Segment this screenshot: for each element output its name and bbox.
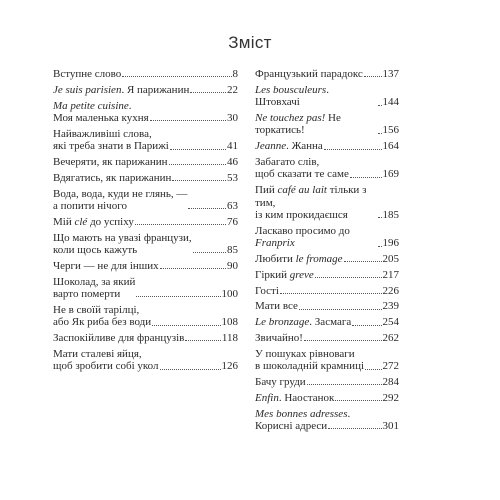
toc-entry-title-part: У пошуках рівноваги в шоколадній крамниці xyxy=(255,347,365,373)
toc-entry-title xyxy=(53,172,171,184)
toc-entry-title xyxy=(53,304,151,329)
toc-entry-title-part: le fromage xyxy=(295,253,343,266)
dot-leader xyxy=(364,76,382,77)
toc-entry[interactable] xyxy=(255,332,399,344)
dot-leader xyxy=(352,325,381,326)
toc-entry[interactable] xyxy=(255,348,399,373)
toc-entry-title-part: . Засмага xyxy=(309,316,352,329)
toc-entry-page-number: 185 xyxy=(382,209,399,222)
toc-entry-page-number: 76 xyxy=(227,215,238,228)
toc-entry-page-number: 272 xyxy=(382,360,399,373)
toc-entry-page-number: 239 xyxy=(382,300,399,313)
dot-leader xyxy=(280,293,382,294)
toc-entry[interactable] xyxy=(53,112,238,124)
toc-entry-page-number: 22 xyxy=(227,83,238,96)
toc-entry-title xyxy=(255,140,323,152)
toc-entry-page-number: 301 xyxy=(382,420,399,432)
dot-leader xyxy=(315,277,382,278)
toc-entry-title xyxy=(53,216,134,228)
toc-entry-title xyxy=(255,253,343,265)
toc-entry-page-number: 156 xyxy=(382,124,399,137)
toc-entry-title-part: до успіху xyxy=(87,215,134,228)
toc-entry[interactable] xyxy=(53,128,238,153)
toc-entry-page-number: 196 xyxy=(382,237,399,250)
dot-leader xyxy=(350,177,382,178)
toc-entry-title-part: Шоколад, за який варто померти xyxy=(53,275,136,300)
toc-entry-title-part: Вступне слово xyxy=(53,68,122,80)
toc-entry[interactable] xyxy=(255,112,399,137)
toc-entry-title xyxy=(255,269,314,281)
toc-entry[interactable] xyxy=(255,392,399,404)
toc-entry-title xyxy=(53,276,135,301)
toc-entry-title-part: Franprix xyxy=(255,237,295,250)
toc-entry[interactable] xyxy=(53,276,238,301)
toc-entry-title-part: тільки з тим, із ким прокидаєшся xyxy=(255,184,367,222)
dot-leader xyxy=(328,428,381,429)
toc-entry-title-part: Любити xyxy=(255,253,296,266)
toc-entry-title-part: Пий xyxy=(255,184,278,197)
toc-entry-page-number: 137 xyxy=(382,68,399,80)
toc-entry-page-number: 292 xyxy=(382,391,399,404)
toc-entry-title xyxy=(255,376,306,388)
toc-entry-page-number: 254 xyxy=(382,316,399,329)
toc-entry-title-part: Вдягатись, як парижанин xyxy=(53,171,172,184)
dot-leader xyxy=(188,208,226,209)
dot-leader xyxy=(344,261,382,262)
toc-entry-title xyxy=(255,68,363,80)
toc-entry-title xyxy=(53,260,159,272)
toc-entry-title-part: . Жанна xyxy=(286,140,323,153)
toc-entry[interactable] xyxy=(255,140,399,152)
toc-entry-title-part: Найважливіші слова, які треба знати в Парижі xyxy=(53,127,169,153)
toc-entry-title xyxy=(255,285,279,297)
toc-entry-title xyxy=(255,348,364,373)
toc-entry-title-part: Корисні адреси xyxy=(255,420,328,432)
toc-entry-title-part: Бачу груди xyxy=(255,376,306,388)
toc-entry[interactable] xyxy=(255,225,399,250)
toc-entry-title xyxy=(53,112,149,124)
toc-entry-title-part: Не в своїй тарілці, або Як риба без води xyxy=(53,303,152,329)
toc-entry-title xyxy=(255,156,349,181)
toc-entry[interactable] xyxy=(53,348,238,373)
toc-entry-title xyxy=(255,420,327,432)
toc-entry-title-part: Черги — не для інших xyxy=(53,259,159,272)
dot-leader xyxy=(136,296,220,297)
dot-leader xyxy=(122,76,231,77)
dot-leader xyxy=(160,369,221,370)
toc-entry-title xyxy=(53,128,169,153)
dot-leader xyxy=(169,164,226,165)
toc-entry[interactable] xyxy=(53,156,238,168)
toc-entry-title-part: Мати сталеві яйця, щоб зробити собі укол xyxy=(53,347,159,373)
toc-entry-title-part: Гості xyxy=(255,284,279,297)
dot-leader xyxy=(185,340,221,341)
toc-entry-title-part: Гіркий xyxy=(255,268,290,281)
toc-entry-page-number: 100 xyxy=(221,288,238,300)
toc-entry[interactable] xyxy=(255,376,399,388)
dot-leader xyxy=(378,105,382,106)
toc-entry[interactable] xyxy=(53,172,238,184)
toc-entry-title xyxy=(255,112,377,137)
toc-entry-title-part: Звичайно! xyxy=(255,332,303,344)
toc-entry[interactable] xyxy=(255,300,399,312)
toc-entry-title-part: clé xyxy=(74,215,88,228)
toc-entry-page-number: 90 xyxy=(227,259,238,272)
toc-entry-subtitle xyxy=(53,100,238,112)
toc-entry-title xyxy=(53,84,189,96)
toc-entry-title xyxy=(53,156,168,168)
toc-entry-title xyxy=(53,332,184,344)
toc-entry-subtitle-punct: . xyxy=(347,407,351,420)
toc-entry-title xyxy=(53,188,187,213)
toc-entry[interactable] xyxy=(255,184,399,221)
toc-entry-page-number: 41 xyxy=(227,140,238,153)
toc-entry-page-number: 262 xyxy=(382,332,399,344)
toc-entry[interactable] xyxy=(53,188,238,213)
toc-entry[interactable] xyxy=(53,84,238,96)
toc-entry[interactable] xyxy=(255,316,399,328)
dot-leader xyxy=(150,120,226,121)
toc-entry-page-number: 53 xyxy=(227,171,238,184)
toc-entry-title xyxy=(53,68,121,80)
dot-leader xyxy=(190,92,226,93)
dot-leader xyxy=(324,149,382,150)
toc-entry-subtitle-punct: . xyxy=(128,99,132,112)
toc-entry-title-part: Що мають на увазі французи, коли щось кажуть xyxy=(53,231,192,256)
toc-entry-title-part: Jeanne xyxy=(255,140,287,153)
toc-entry[interactable] xyxy=(255,156,399,181)
toc-entry[interactable] xyxy=(255,253,399,265)
toc-entry-title-part: Ласкаво просимо до xyxy=(255,224,350,237)
toc-entry-title-part: Ne touchez pas! xyxy=(255,112,326,124)
toc-entry-subtitle xyxy=(255,408,399,420)
toc-entry-title-part: Заспокійливе для французів xyxy=(53,332,185,344)
toc-entry-title xyxy=(255,332,303,344)
toc-entry-page-number: 118 xyxy=(221,332,238,344)
toc-entry-page-number: 63 xyxy=(227,200,238,212)
toc-entry-page-number: 108 xyxy=(221,316,238,329)
toc-entry-subtitle-text: Ma petite cuisine xyxy=(53,99,129,112)
toc-entry[interactable] xyxy=(255,68,399,80)
toc-entry-title-part: Enfin xyxy=(255,391,279,404)
toc-entry[interactable] xyxy=(255,285,399,297)
toc-entry-title xyxy=(255,184,377,221)
toc-entry-page-number: 226 xyxy=(382,284,399,297)
toc-entry[interactable] xyxy=(53,232,238,257)
toc-entry-page-number: 46 xyxy=(227,156,238,168)
toc-entry-title-part: café au lait xyxy=(277,184,327,197)
dot-leader xyxy=(170,149,226,150)
toc-entry-page-number: 205 xyxy=(382,253,399,266)
dot-leader xyxy=(152,325,220,326)
toc-column-left xyxy=(53,68,238,376)
toc-entry-title-part: Мати все xyxy=(255,300,298,313)
toc-entry-title-part: Французький парадокс xyxy=(255,68,363,80)
toc-entry-page-number: 8 xyxy=(232,68,238,80)
toc-entry[interactable] xyxy=(53,304,238,329)
toc-entry[interactable] xyxy=(53,332,238,344)
page-title: Зміст xyxy=(228,33,272,52)
toc-entry-page-number: 164 xyxy=(382,140,399,153)
toc-entry-title xyxy=(255,316,351,328)
toc-entry[interactable] xyxy=(255,84,399,109)
dot-leader xyxy=(299,309,382,310)
toc-entry-title-part: Вечеряти, як парижанин xyxy=(53,156,168,168)
toc-entry-title xyxy=(255,300,298,312)
toc-entry[interactable] xyxy=(53,68,238,80)
dot-leader xyxy=(304,340,382,341)
toc-entry-title xyxy=(255,225,377,250)
toc-entry-title-part: greve xyxy=(289,268,314,281)
toc-entry-page-number: 217 xyxy=(382,268,399,281)
toc-entry-title-part: . Штовхачі xyxy=(255,83,329,109)
toc-entry-title xyxy=(53,232,192,257)
toc-entry-title xyxy=(53,348,159,373)
dot-leader xyxy=(378,217,382,218)
toc-entry-page-number: 284 xyxy=(382,376,399,388)
toc-entry-title-part: Les bousculeurs xyxy=(255,83,327,96)
dot-leader xyxy=(335,400,381,401)
toc-entry-title-part: Le bronzage xyxy=(255,316,310,329)
dot-leader xyxy=(365,369,381,370)
toc-entry-page-number: 126 xyxy=(221,360,238,373)
toc-column-right xyxy=(255,68,399,436)
toc-entry-subtitle-text: Mes bonnes adresses xyxy=(255,407,348,420)
dot-leader xyxy=(378,246,382,247)
toc-entry-page-number: 30 xyxy=(227,112,238,124)
toc-entry-title xyxy=(255,392,334,404)
toc-entry[interactable] xyxy=(53,216,238,228)
toc-entry-title-part: Не торкатись! xyxy=(255,112,341,137)
dot-leader xyxy=(135,224,226,225)
toc-entry-page-number: 144 xyxy=(382,96,399,109)
toc-entry-title xyxy=(255,84,377,109)
toc-entry-title-part: Забагато слів, щоб сказати те саме xyxy=(255,156,349,181)
toc-entry[interactable] xyxy=(255,269,399,281)
toc-entry-page-number: 169 xyxy=(382,168,399,181)
toc-entry-title-part: . Наостанок xyxy=(278,391,335,404)
toc-entry-title-part: Моя маленька кухня xyxy=(53,112,149,124)
toc-entry-page-number: 85 xyxy=(227,244,238,256)
dot-leader xyxy=(378,133,382,134)
toc-entry-title-part: Вода, вода, куди не глянь, — а попити нічого xyxy=(53,187,188,212)
dot-leader xyxy=(307,384,382,385)
toc-entry[interactable] xyxy=(53,260,238,272)
dot-leader xyxy=(193,252,226,253)
toc-entry-title-part: . Я парижанин xyxy=(121,83,190,96)
toc-entry-title-part: Мій xyxy=(53,215,75,228)
dot-leader xyxy=(160,268,226,269)
dot-leader xyxy=(172,180,226,181)
toc-entry-title-part: Je suis parisien xyxy=(53,83,122,96)
toc-entry[interactable] xyxy=(255,420,399,432)
